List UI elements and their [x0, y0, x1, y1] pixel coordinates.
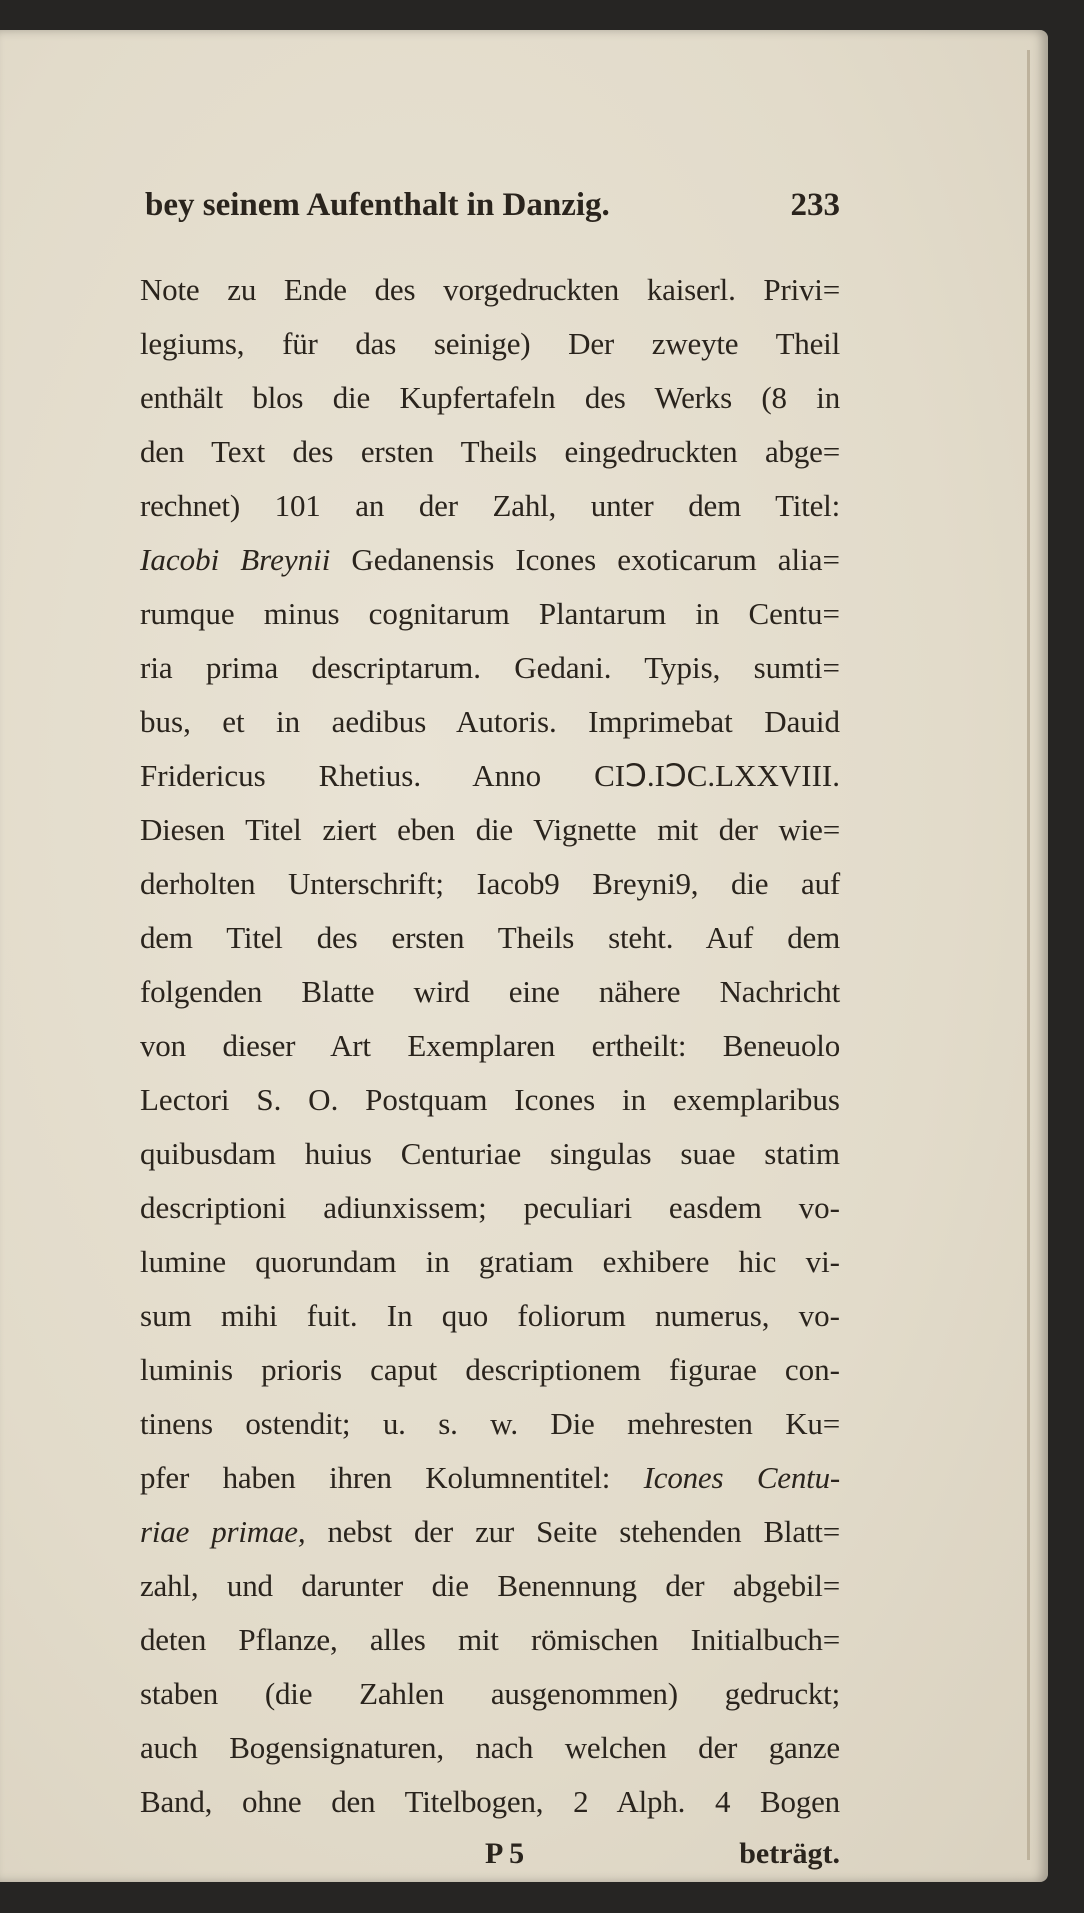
line-text: Fridericus Rhetius. Anno CIↃ.IↃC.LXXVIII.	[140, 758, 840, 793]
text-line	[140, 1451, 840, 1505]
line-text: sum mihi fuit. In quo foliorum numerus, vo-	[140, 1298, 840, 1333]
text-line	[140, 1505, 840, 1559]
text-line	[140, 1127, 840, 1181]
italic-text: Iacobi Breynii	[140, 542, 331, 577]
line-text: pfer haben ihren Kolumnentitel:	[140, 1460, 644, 1495]
line-text: von dieser Art Exemplaren ertheilt: Beneuolo	[140, 1028, 840, 1063]
text-block	[140, 175, 840, 1879]
text-line	[140, 911, 840, 965]
text-line	[140, 965, 840, 1019]
text-line	[140, 749, 840, 803]
text-line	[140, 1289, 840, 1343]
text-line	[140, 371, 840, 425]
text-line	[140, 263, 840, 317]
page-edge	[1027, 50, 1030, 1860]
text-line	[140, 803, 840, 857]
line-text: ria prima descriptarum. Gedani. Typis, sumti=	[140, 650, 840, 685]
text-line	[140, 1181, 840, 1235]
line-text: Band, ohne den Titelbogen, 2 Alph. 4 Bogen	[140, 1784, 840, 1819]
line-text: auch Bogensignaturen, nach welchen der ganze	[140, 1730, 840, 1765]
page-footer	[140, 1829, 840, 1879]
text-line	[140, 1235, 840, 1289]
line-text: tinens ostendit; u. s. w. Die mehresten Ku=	[140, 1406, 840, 1441]
line-text: zahl, und darunter die Benennung der abgebil=	[140, 1568, 840, 1603]
text-line	[140, 1721, 840, 1775]
text-line	[140, 479, 840, 533]
text-line	[140, 641, 840, 695]
line-text: legiums, für das seinige) Der zweyte Theil	[140, 326, 840, 361]
line-text: Gedanensis Icones exoticarum alia=	[330, 542, 840, 577]
line-text: nebst der zur Seite stehenden Blatt=	[305, 1514, 841, 1549]
line-text: Note zu Ende des vorgedruckten kaiserl. Privi=	[140, 272, 840, 307]
text-line	[140, 587, 840, 641]
text-line	[140, 1343, 840, 1397]
line-text: rumque minus cognitarum Plantarum in Centu=	[140, 596, 840, 631]
running-title: bey seinem Aufenthalt in Danzig.	[145, 187, 610, 223]
text-line	[140, 1775, 840, 1829]
text-line	[140, 695, 840, 749]
line-text: luminis prioris caput descriptionem figurae con-	[140, 1352, 840, 1387]
line-text: Diesen Titel ziert eben die Vignette mit der wie=	[140, 812, 840, 847]
text-line	[140, 533, 840, 587]
running-header	[140, 175, 840, 235]
text-line	[140, 1073, 840, 1127]
text-line	[140, 1397, 840, 1451]
line-text: den Text des ersten Theils eingedruckten abge=	[140, 434, 840, 469]
line-text: Lectori S. O. Postquam Icones in exemplaribus	[140, 1082, 840, 1117]
signature-mark: P 5	[485, 1837, 525, 1870]
text-line	[140, 317, 840, 371]
line-text: dem Titel des ersten Theils steht. Auf dem	[140, 920, 840, 955]
line-text: lumine quorundam in gratiam exhibere hic vi-	[140, 1244, 840, 1279]
text-line	[140, 1667, 840, 1721]
italic-text: riae primae,	[140, 1514, 306, 1549]
line-text: deten Pflanze, alles mit römischen Initialbuch=	[140, 1622, 840, 1657]
line-text: descriptioni adiunxissem; peculiari easdem vo-	[140, 1190, 840, 1225]
body-text	[140, 263, 840, 1829]
text-line	[140, 1559, 840, 1613]
page-number: 233	[790, 187, 840, 223]
line-text: folgenden Blatte wird eine nähere Nachricht	[140, 974, 840, 1009]
line-text: staben (die Zahlen ausgenommen) gedruckt;	[140, 1676, 840, 1711]
line-text: quibusdam huius Centuriae singulas suae statim	[140, 1136, 840, 1171]
italic-text: Icones Centu-	[643, 1460, 840, 1495]
catchword: beträgt.	[739, 1837, 840, 1870]
text-line	[140, 857, 840, 911]
text-line	[140, 1613, 840, 1667]
line-text: rechnet) 101 an der Zahl, unter dem Titel:	[140, 488, 840, 523]
text-line	[140, 425, 840, 479]
line-text: derholten Unterschrift; Iacob9 Breyni9, die auf	[140, 866, 840, 901]
line-text: enthält blos die Kupfertafeln des Werks (8 in	[140, 380, 840, 415]
line-text: bus, et in aedibus Autoris. Imprimebat Dauid	[140, 704, 840, 739]
text-line	[140, 1019, 840, 1073]
